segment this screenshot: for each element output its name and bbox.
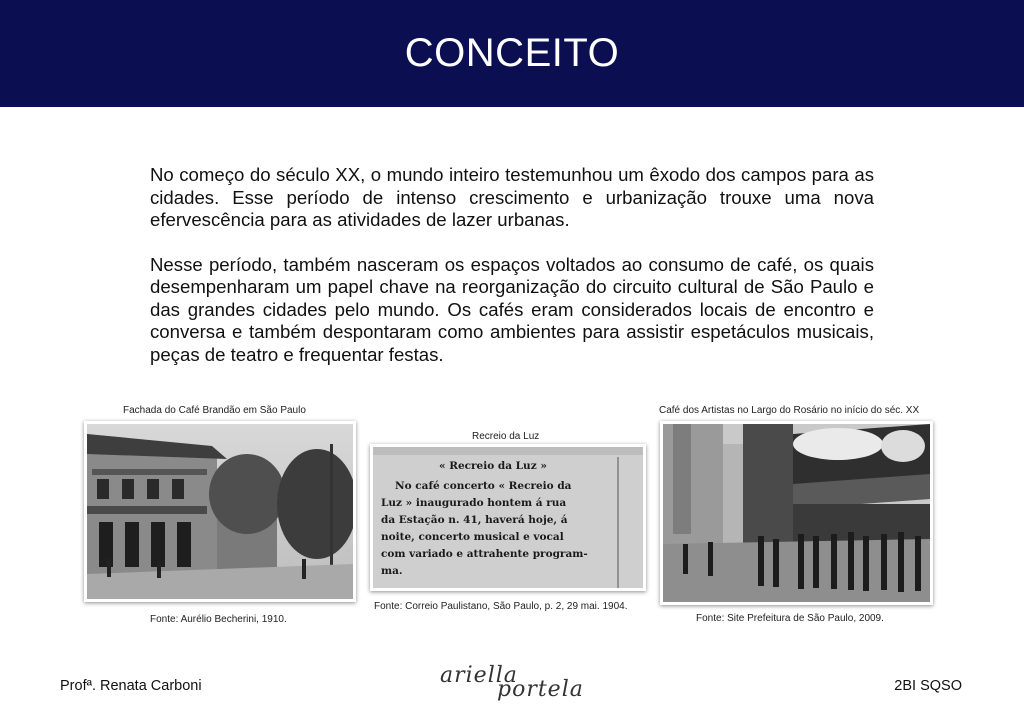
figure-middle-caption: Recreio da Luz	[472, 431, 540, 442]
figure-right-caption: Café dos Artistas no Largo do Rosário no início do séc. XX	[659, 405, 920, 416]
figure-left-caption: Fachada do Café Brandão em São Paulo	[123, 405, 306, 416]
cafe-brandao-photo-icon	[87, 424, 353, 599]
header-bar	[0, 0, 1024, 107]
clipping-line-2: No café concerto « Recreio da	[395, 480, 572, 492]
figure-left-photo	[84, 421, 356, 602]
figure-left-source: Fonte: Aurélio Becherini, 1910.	[150, 614, 287, 625]
clipping-line-3: Luz » inaugurado hontem á rua	[381, 497, 567, 509]
figure-right-source: Fonte: Site Prefeitura de São Paulo, 2009.	[696, 613, 884, 624]
footer-author: Profª. Renata Carboni	[60, 678, 202, 694]
clipping-line-6: com variado e attrahente program-	[381, 548, 588, 560]
paragraph-1: No começo do século XX, o mundo inteiro testemunhou um êxodo dos campos para as cidades. Esse período de intenso crescimento e urbanização trouxe uma nova efervescência para as atividades de lazer urbanas.	[150, 164, 874, 230]
footer-course: 2BI SQSO	[894, 678, 962, 694]
clipping-line-5: noite, concerto musical e vocal	[381, 531, 564, 543]
body-text	[150, 164, 874, 388]
page-title: CONCEITO	[404, 31, 620, 75]
clipping-line-1: « Recreio da Luz »	[439, 460, 547, 472]
ariella-portela-logo	[440, 663, 590, 703]
logo-line-1: ariella	[440, 663, 518, 688]
newspaper-clipping-icon	[373, 447, 643, 588]
clipping-line-4: da Estação n. 41, haverá hoje, á	[381, 514, 568, 526]
logo-line-2: portela	[497, 677, 584, 702]
figure-middle-source: Fonte: Correio Paulistano, São Paulo, p. 2, 29 mai. 1904.	[374, 601, 628, 612]
clipping-line-7: ma.	[381, 565, 403, 577]
paragraph-2: Nesse período, também nasceram os espaços voltados ao consumo de café, os quais desempenharam um papel chave na reorganização do circuito cultural de São Paulo e das grandes cidades pelo mundo. Os cafés eram considerados locais de encontro e conversa e também despontaram como ambientes para assistir espetáculos musicais, peças de teatro e frequentar festas.	[150, 253, 874, 365]
figure-right-photo	[660, 421, 933, 605]
cafe-artistas-photo-icon	[663, 424, 930, 602]
figure-middle-clipping	[370, 444, 646, 591]
